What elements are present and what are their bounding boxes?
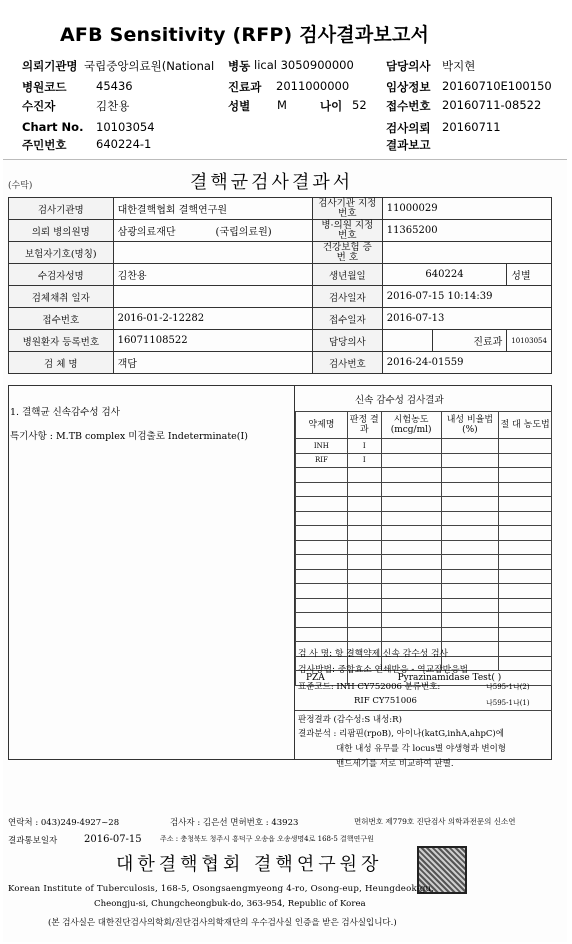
pza-value: Pyrazinamidase Test( )	[347, 671, 551, 686]
table-cell	[499, 642, 552, 657]
table-cell: 대한결핵협회 결핵연구원	[113, 198, 312, 220]
column-header: 절 대 농도법	[499, 412, 552, 439]
table-cell	[441, 627, 499, 642]
hosp-code-label: 병원코드	[22, 80, 67, 94]
table-cell	[441, 642, 499, 657]
table-cell	[499, 569, 552, 584]
table-cell: 10103054	[507, 330, 552, 352]
table-cell	[499, 613, 552, 628]
resident-label: 주민번호	[22, 138, 67, 152]
age-value: 52	[352, 98, 367, 112]
scan-corner-mark: (수탁)	[8, 181, 33, 191]
table-row	[296, 569, 552, 584]
age-label: 나이	[320, 99, 343, 113]
info-line-4: RIF CY751006	[354, 696, 417, 706]
table-cell	[381, 526, 441, 541]
table-cell	[499, 598, 552, 613]
inst-label: 의뢰기관명	[22, 59, 78, 73]
hospital-name: 삼광의료재단	[117, 227, 176, 238]
table-cell	[347, 555, 381, 570]
table-cell: 생년월일	[312, 264, 382, 286]
table-cell: 김찬용	[113, 264, 312, 286]
column-header: 판정 결과	[347, 412, 381, 439]
table-row	[296, 555, 552, 570]
patient-value: 김찬용	[96, 99, 130, 113]
table-row	[296, 526, 552, 541]
table-cell: INH	[296, 439, 348, 454]
table-cell	[113, 286, 312, 308]
table-cell: 검사일자	[312, 286, 382, 308]
dept-value: 2011000000	[276, 79, 350, 93]
table-cell	[296, 482, 348, 497]
table-cell: 검 체 명	[9, 352, 114, 374]
table-cell	[381, 584, 441, 599]
table-row	[296, 598, 552, 613]
footer-license: 면허번호 제779호 진단검사 의학과전문의 신소연	[354, 817, 516, 826]
table-cell	[381, 511, 441, 526]
footer-english-2: Cheongju-si, Chungcheongbuk-do, 363-954, Republic of Korea	[94, 899, 366, 909]
clinical-label: 임상정보	[386, 80, 431, 94]
table-cell	[382, 330, 432, 352]
table-cell	[381, 468, 441, 483]
table-cell: 병·의원 지정번호	[312, 220, 382, 242]
table-cell: I	[347, 453, 381, 468]
table-cell	[499, 468, 552, 483]
table-cell	[347, 569, 381, 584]
table-cell	[499, 482, 552, 497]
table-cell: 접수번호	[9, 308, 114, 330]
column-header: 시험농도 (mcg/ml)	[381, 412, 441, 439]
table-cell	[347, 468, 381, 483]
table-cell	[347, 540, 381, 555]
table-cell	[499, 453, 552, 468]
table-cell	[441, 569, 499, 584]
table-cell	[347, 613, 381, 628]
table-cell: 2016-24-01559	[382, 352, 551, 374]
table-cell	[441, 497, 499, 512]
table-cell: 2016-07-15 10:14:39	[382, 286, 551, 308]
footer-org-name: 대한결핵협회 결핵연구원장	[116, 854, 383, 875]
chart-label: Chart No.	[22, 120, 84, 134]
table-cell	[113, 220, 312, 242]
patient-info-table	[8, 197, 552, 374]
table-cell	[441, 511, 499, 526]
table-row	[296, 412, 552, 439]
table-row	[296, 497, 552, 512]
info-line-1: 검 사 명: 항 결핵약제 신속 감수성 검사	[298, 649, 449, 659]
table-cell: 11000029	[382, 198, 551, 220]
column-header: 내성 비율법(%)	[441, 412, 499, 439]
info-line-3-code: 나595-1나(2)	[486, 683, 530, 691]
footer-contact: 연락처 : 043)249-4927~28	[8, 818, 120, 828]
ward-label: 병동	[228, 59, 251, 73]
table-cell: 수검자성명	[9, 264, 114, 286]
table-cell	[296, 540, 348, 555]
column-header: 약제명	[296, 412, 348, 439]
info-line-4-code: 나595-1나(1)	[486, 699, 530, 707]
table-cell	[499, 526, 552, 541]
table-cell	[381, 453, 441, 468]
table-cell: 11365200	[382, 220, 551, 242]
table-row	[9, 242, 552, 264]
patient-label: 수진자	[22, 99, 56, 113]
footer-date-value: 2016-07-15	[84, 834, 142, 845]
table-cell	[347, 482, 381, 497]
table-cell	[499, 497, 552, 512]
footer-address: 주소 : 충청북도 청주시 흥덕구 오송읍 오송생명4로 168-5 결핵연구원	[160, 835, 374, 843]
table-cell	[499, 555, 552, 570]
table-row	[296, 453, 552, 468]
table-cell	[499, 656, 552, 671]
info-line-6: 결과분석 : 리팜핀(rpoB), 아이나(katG,inhA,ahpC)에	[298, 729, 504, 739]
footer-date-label: 결과통보일자	[8, 836, 58, 846]
table-cell	[381, 555, 441, 570]
table-cell	[507, 264, 552, 286]
hospital-alias: (국립의료원)	[215, 227, 272, 238]
sex-label: 성별	[228, 99, 251, 113]
table-cell	[499, 584, 552, 599]
table-cell	[296, 555, 348, 570]
table-cell	[499, 511, 552, 526]
table-cell	[499, 540, 552, 555]
table-cell: I	[347, 439, 381, 454]
table-cell	[499, 627, 552, 642]
table-cell	[296, 584, 348, 599]
table-row	[9, 330, 552, 352]
table-cell	[441, 598, 499, 613]
table-cell	[441, 453, 499, 468]
table-cell: 검사기관명	[9, 198, 114, 220]
table-cell	[381, 627, 441, 642]
table-row	[296, 482, 552, 497]
special-note: 특기사항 : M.TB complex 미검출로 Indeterminate(I)	[10, 431, 248, 442]
table-row	[9, 220, 552, 242]
table-cell	[441, 439, 499, 454]
info-line-8: 밴드세기를 서로 비교하여 판별.	[336, 759, 454, 769]
table-cell	[347, 598, 381, 613]
table-cell	[113, 242, 312, 264]
table-cell	[381, 497, 441, 512]
table-row	[296, 613, 552, 628]
ward-value: lical 3050900000	[254, 58, 354, 72]
info-line-7: 대한 내성 유무를 각 locus별 야생형과 변이형	[336, 744, 507, 754]
info-line-5: 판정결과 (감수성:S 내성:R)	[298, 715, 402, 725]
table-cell	[296, 511, 348, 526]
table-row	[9, 352, 552, 374]
table-cell	[381, 569, 441, 584]
doctor-value: 박지현	[442, 59, 476, 73]
table-cell	[441, 613, 499, 628]
inst-value: 국립중앙의료원(National	[84, 59, 215, 73]
dept-label: 진료과	[228, 80, 262, 94]
table-cell	[296, 569, 348, 584]
table-cell	[441, 555, 499, 570]
chart-value: 10103054	[96, 120, 155, 134]
table-cell	[381, 482, 441, 497]
report-title: AFB Sensitivity (RFP) 검사결과보고서	[60, 24, 430, 46]
table-cell	[296, 627, 348, 642]
table-cell: 보험자기호(명칭)	[9, 242, 114, 264]
table-cell: 담당의사	[312, 330, 382, 352]
table-row	[296, 584, 552, 599]
result-heading: 신속 감수성 검사결과	[355, 395, 444, 406]
table-cell	[296, 526, 348, 541]
scan-title: 결핵균검사결과서	[190, 172, 354, 193]
table-cell	[296, 613, 348, 628]
table-cell: 객담	[113, 352, 312, 374]
table-cell: 16071108522	[113, 330, 312, 352]
table-cell	[381, 540, 441, 555]
receipt-value: 20160711-08522	[442, 98, 542, 112]
table-cell: 640224	[382, 264, 507, 286]
footer-english-1: Korean Institute of Tuberculosis, 168-5, Osongsaengmyeong 4-ro, Osong-eup, Heungdeok-gu,	[8, 884, 435, 894]
sex-value: M	[277, 98, 287, 112]
table-cell: 진료과	[432, 330, 507, 352]
report-label: 결과보고	[386, 138, 431, 152]
info-line-3: 표준코드: INH CY752006 분류번호:	[298, 682, 441, 692]
table-cell	[382, 242, 551, 264]
table-row	[296, 540, 552, 555]
table-cell: 2016-01-2-12282	[113, 308, 312, 330]
table-cell: RIF	[296, 453, 348, 468]
table-cell	[441, 482, 499, 497]
table-cell	[347, 584, 381, 599]
table-cell	[296, 598, 348, 613]
info-divider	[295, 710, 552, 711]
table-cell: 병원환자 등록번호	[9, 330, 114, 352]
table-cell	[499, 439, 552, 454]
request-label: 검사의뢰	[386, 121, 431, 135]
table-cell	[347, 526, 381, 541]
table-row	[296, 439, 552, 454]
table-row	[296, 627, 552, 642]
table-cell	[381, 439, 441, 454]
table-cell	[441, 540, 499, 555]
table-row	[9, 308, 552, 330]
table-cell: 검사기관 지정번호	[312, 198, 382, 220]
footer-examiner: 검사자 : 김은선 면허번호 : 43923	[170, 818, 299, 828]
table-row	[9, 198, 552, 220]
sex-label-scan: 성별	[511, 271, 531, 282]
result-table	[295, 411, 552, 686]
clinical-value: 20160710E100150	[442, 79, 552, 93]
doctor-label: 담당의사	[386, 59, 431, 73]
receipt-label: 접수번호	[386, 99, 431, 113]
table-cell	[441, 468, 499, 483]
request-value: 20160711	[442, 120, 501, 134]
footer-cert: (본 검사실은 대한진단검사의학회/진단검사의학재단의 우수검사실 인증을 받은 검사실입니다.)	[48, 918, 397, 928]
table-cell	[347, 627, 381, 642]
table-row	[296, 511, 552, 526]
table-cell	[347, 497, 381, 512]
table-cell	[441, 526, 499, 541]
table-cell: 검체채취 일자	[9, 286, 114, 308]
table-row	[296, 468, 552, 483]
left-heading: 1. 결핵균 신속감수성 검사	[10, 407, 120, 418]
table-row	[9, 286, 552, 308]
table-cell: 2016-07-13	[382, 308, 551, 330]
table-cell	[347, 511, 381, 526]
table-cell	[381, 598, 441, 613]
table-cell	[381, 613, 441, 628]
info-line-2: 검사방법: 중합효소 연쇄반응 - 역교잡반응법	[298, 665, 469, 675]
table-cell	[441, 584, 499, 599]
table-cell: 건강보험 증 번 호	[312, 242, 382, 264]
table-cell	[296, 497, 348, 512]
hosp-code-value: 45436	[96, 79, 133, 93]
table-cell: 의뢰 병의원명	[9, 220, 114, 242]
resident-value: 640224-1	[96, 137, 152, 151]
table-cell: 검사번호	[312, 352, 382, 374]
pza-label: PZA	[296, 671, 348, 686]
table-cell: 접수일자	[312, 308, 382, 330]
table-cell	[296, 468, 348, 483]
table-row	[9, 264, 552, 286]
